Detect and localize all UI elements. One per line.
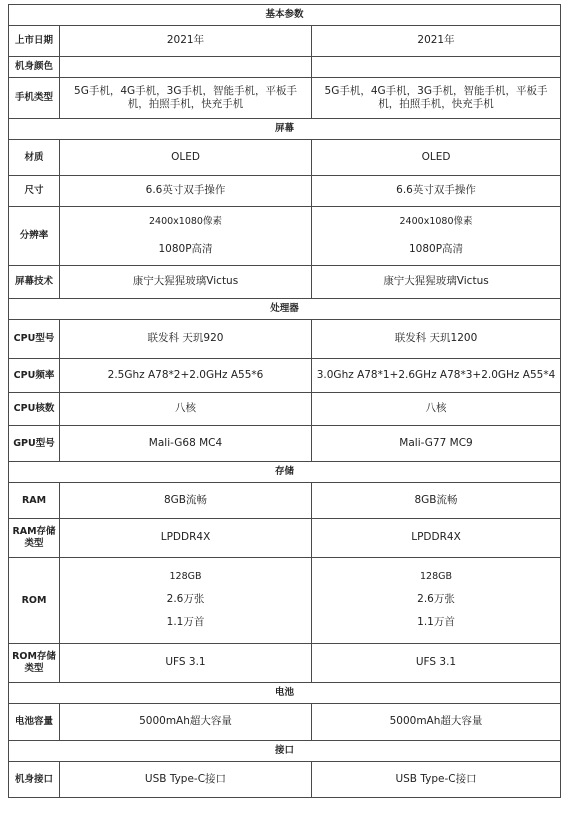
spec-row <box>9 558 561 644</box>
spec-row <box>9 644 561 683</box>
spec-value-left <box>60 320 312 359</box>
spec-value-right <box>312 558 561 644</box>
spec-label: 上市日期 <box>9 26 60 57</box>
spec-value-right <box>312 644 561 683</box>
spec-label: RAM存储类型 <box>9 519 60 558</box>
section-header-row <box>9 299 561 320</box>
spec-value-line: 2021年 <box>417 34 455 47</box>
spec-value-left <box>60 176 312 207</box>
spec-value-line: 2.6万张 <box>417 593 455 606</box>
spec-label: CPU型号 <box>9 320 60 359</box>
spec-label: CPU核数 <box>9 393 60 426</box>
spec-label: 尺寸 <box>9 176 60 207</box>
spec-row <box>9 78 561 119</box>
section-header-row <box>9 5 561 26</box>
spec-value-left <box>60 426 312 462</box>
spec-value-line: 2.6万张 <box>166 593 205 606</box>
spec-row <box>9 359 561 393</box>
spec-row <box>9 140 561 176</box>
spec-value-line: 8GB流畅 <box>163 493 208 506</box>
spec-value-line: 5G手机，4G手机，3G手机，智能手机，平板手 <box>324 84 548 97</box>
section-title: 处理器 <box>9 299 561 320</box>
spec-value-right <box>312 762 561 798</box>
spec-value-line: OLED <box>171 150 200 163</box>
spec-value-line: USB Type-C接口 <box>395 772 477 785</box>
spec-value-right <box>312 359 561 393</box>
spec-value-left <box>60 483 312 519</box>
spec-label: 手机类型 <box>9 78 60 119</box>
spec-value-left <box>60 519 312 558</box>
spec-label: 分辨率 <box>9 207 60 266</box>
spec-row <box>9 207 561 266</box>
spec-value-line: 机，拍照手机，快充手机 <box>378 98 494 110</box>
spec-value-right <box>312 483 561 519</box>
spec-value-line: 联发科 天玑1200 <box>394 332 478 345</box>
spec-value-line: OLED <box>421 150 451 163</box>
spec-row <box>9 320 561 359</box>
spec-label: ROM <box>9 558 60 644</box>
spec-value-line: USB Type-C接口 <box>144 772 227 785</box>
spec-table-body <box>9 5 561 798</box>
spec-row <box>9 483 561 519</box>
spec-value-line: 5000mAh超大容量 <box>389 715 483 728</box>
spec-row <box>9 519 561 558</box>
section-title: 存储 <box>9 462 561 483</box>
spec-value-line: 2400x1080像素 <box>149 215 222 227</box>
spec-value-line: 联发科 天玑920 <box>147 332 224 345</box>
spec-value-right <box>312 207 561 266</box>
spec-table <box>8 4 561 798</box>
spec-value-right <box>312 704 561 741</box>
spec-value-line: 机，拍照手机，快充手机 <box>127 98 244 110</box>
spec-row <box>9 57 561 78</box>
spec-label: RAM <box>9 483 60 519</box>
spec-value-line: 6.6英寸双手操作 <box>145 184 226 197</box>
spec-value-left <box>60 762 312 798</box>
spec-value-left <box>60 359 312 393</box>
section-header-row <box>9 119 561 140</box>
spec-label: CPU频率 <box>9 359 60 393</box>
spec-label: GPU型号 <box>9 426 60 462</box>
spec-row <box>9 762 561 798</box>
spec-value-line: 3.0Ghz A78*1+2.6GHz A78*3+2.0GHz A55*4 <box>316 368 556 381</box>
spec-value-line: 康宁大猩猩玻璃Victus <box>132 275 239 288</box>
spec-value-line: 5G手机，4G手机，3G手机，智能手机，平板手 <box>74 84 297 97</box>
spec-value-line: LPDDR4X <box>411 531 461 544</box>
spec-value-line: LPDDR4X <box>160 531 211 544</box>
spec-value-right <box>312 140 561 176</box>
spec-row <box>9 393 561 426</box>
spec-row <box>9 704 561 741</box>
spec-value-line: UFS 3.1 <box>415 656 457 669</box>
section-title: 电池 <box>9 683 561 704</box>
spec-value-line: 2.5Ghz A78*2+2.0GHz A55*6 <box>107 368 264 381</box>
section-header-row <box>9 683 561 704</box>
spec-label: 机身颜色 <box>9 57 60 78</box>
spec-value-line: 1080P高清 <box>158 243 213 256</box>
spec-value-right <box>312 26 561 57</box>
spec-value-left <box>60 26 312 57</box>
spec-value-left <box>60 57 312 78</box>
spec-value-line: 1.1万首 <box>417 616 455 629</box>
spec-value-left <box>60 78 312 119</box>
spec-value-left <box>60 140 312 176</box>
spec-value-line: 6.6英寸双手操作 <box>396 184 476 197</box>
section-header-row <box>9 741 561 762</box>
spec-value-right <box>312 57 561 78</box>
spec-row <box>9 26 561 57</box>
spec-value-line: 1.1万首 <box>166 616 205 629</box>
spec-value-left <box>60 207 312 266</box>
spec-label: 电池容量 <box>9 704 60 741</box>
spec-value-right <box>312 519 561 558</box>
spec-value-left <box>60 704 312 741</box>
spec-value-line: Mali-G77 MC9 <box>399 436 473 449</box>
spec-value-line: Mali-G68 MC4 <box>148 436 223 449</box>
spec-value-line: 128GB <box>169 571 202 583</box>
spec-value-line: 2021年 <box>166 34 205 47</box>
section-title: 屏幕 <box>9 119 561 140</box>
spec-label: 机身接口 <box>9 762 60 798</box>
spec-label: 材质 <box>9 140 60 176</box>
spec-value-line: 八核 <box>175 402 196 415</box>
spec-value-line: 2400x1080像素 <box>399 215 473 227</box>
spec-label: ROM存储类型 <box>9 644 60 683</box>
spec-value-line: 八核 <box>425 402 447 415</box>
spec-value-line: 康宁大猩猩玻璃Victus <box>383 275 489 288</box>
spec-value-line: 1080P高清 <box>408 243 464 256</box>
section-title: 基本参数 <box>9 5 561 26</box>
spec-value-right <box>312 320 561 359</box>
spec-value-left <box>60 558 312 644</box>
spec-value-right <box>312 426 561 462</box>
spec-value-line: UFS 3.1 <box>165 656 206 669</box>
spec-row <box>9 426 561 462</box>
spec-value-line: 5000mAh超大容量 <box>139 715 232 728</box>
spec-value-right <box>312 78 561 119</box>
spec-value-line: 128GB <box>420 571 453 583</box>
spec-row <box>9 176 561 207</box>
section-header-row <box>9 462 561 483</box>
spec-value-left <box>60 266 312 299</box>
section-title: 接口 <box>9 741 561 762</box>
spec-value-left <box>60 644 312 683</box>
spec-label: 屏幕技术 <box>9 266 60 299</box>
spec-value-left <box>60 393 312 426</box>
spec-value-right <box>312 266 561 299</box>
spec-value-line: 8GB流畅 <box>414 493 458 506</box>
spec-row <box>9 266 561 299</box>
spec-value-right <box>312 176 561 207</box>
spec-value-right <box>312 393 561 426</box>
